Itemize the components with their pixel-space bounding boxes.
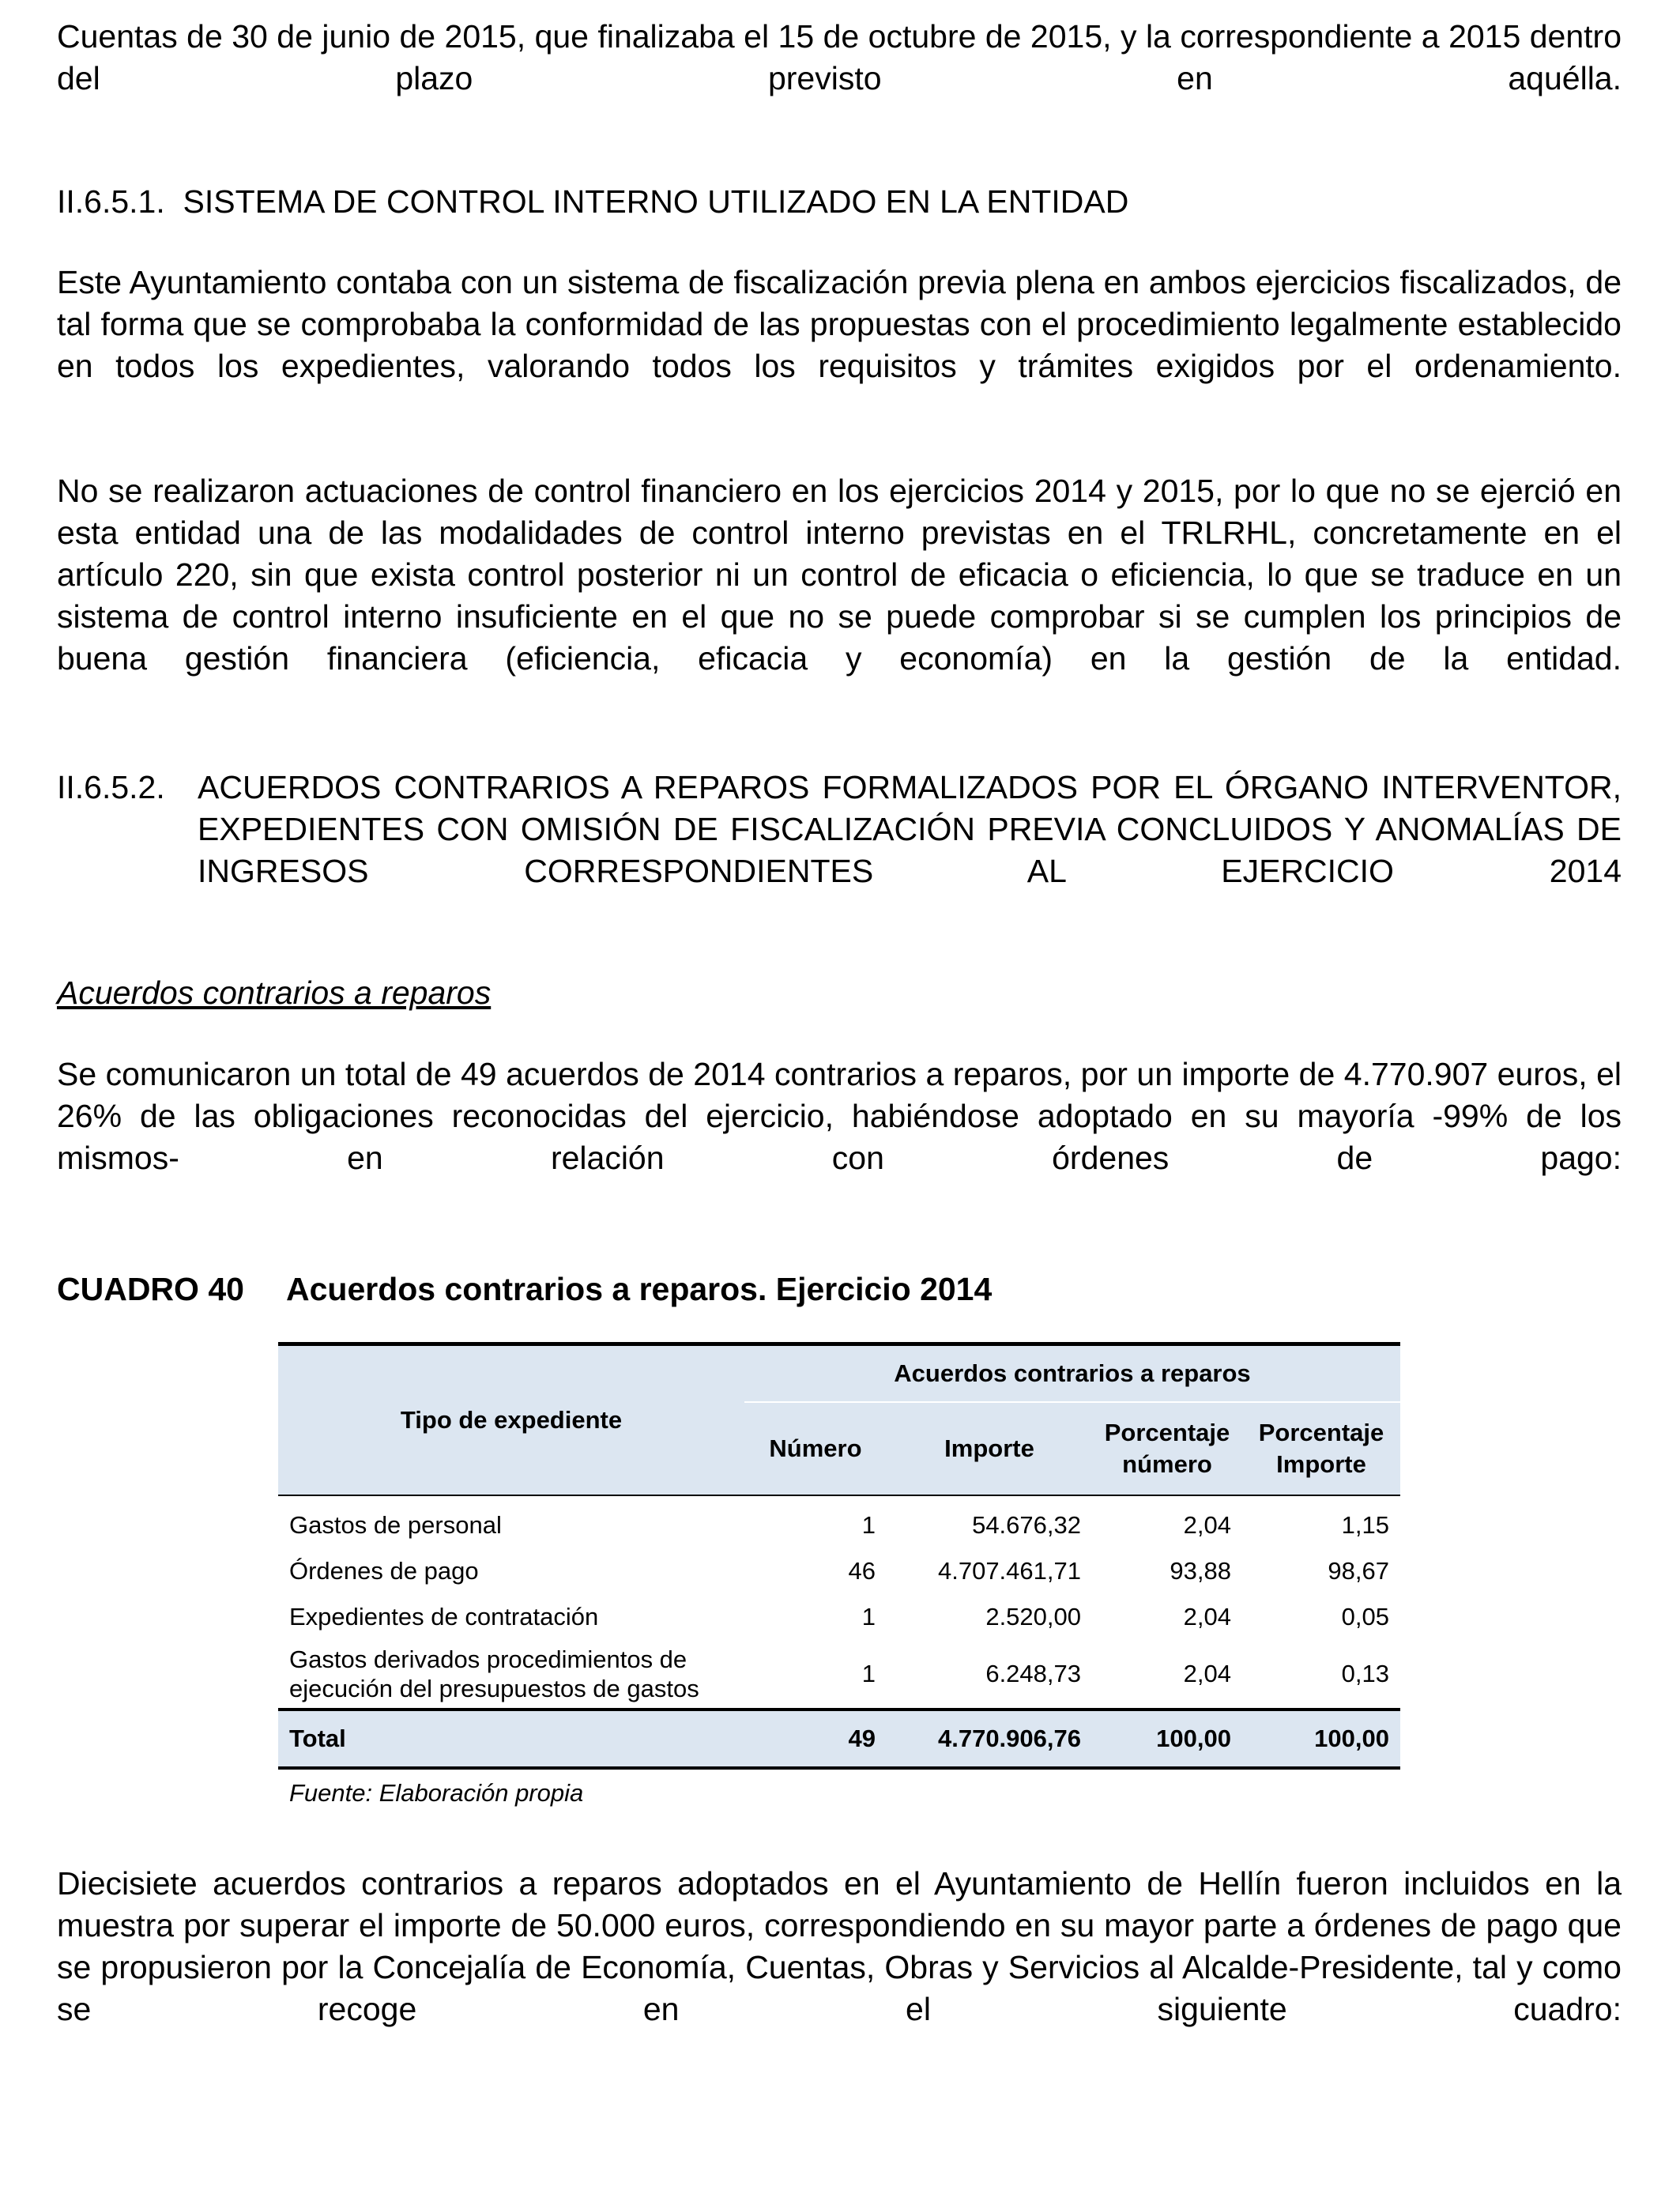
table-row bbox=[278, 1495, 1400, 1548]
cell-pct-numero: 2,04 bbox=[1183, 1603, 1231, 1630]
header-numero: Número bbox=[744, 1402, 887, 1495]
table-number: CUADRO 40 bbox=[57, 1271, 244, 1307]
section-title: ACUERDOS CONTRARIOS A REPAROS FORMALIZADOS POR EL ÓRGANO INTERVENTOR, EXPEDIENTES CON OMISIÓN DE FISCALIZACIÓN PREVIA CONCLUIDOS Y ANOMALÍAS DE INGRESOS CORRESPONDIENTES AL EJERCICIO 2014 bbox=[198, 769, 1622, 889]
header-group: Acuerdos contrarios a reparos bbox=[744, 1344, 1400, 1403]
cell-tipo: Expedientes de contratación bbox=[289, 1603, 599, 1630]
table-caption bbox=[57, 1269, 1622, 1310]
cell-pct-importe: 98,67 bbox=[1328, 1557, 1389, 1585]
cell-pct-importe: 0,05 bbox=[1341, 1603, 1389, 1630]
cell-pct-importe: 1,15 bbox=[1341, 1511, 1389, 1539]
cell-total-label: Total bbox=[278, 1710, 744, 1768]
cell-total-importe: 4.770.906,76 bbox=[887, 1710, 1092, 1768]
table-title: Acuerdos contrarios a reparos. Ejercicio 2014 bbox=[286, 1271, 993, 1307]
subheading-acuerdos: Acuerdos contrarios a reparos bbox=[57, 974, 492, 1011]
cell-numero: 1 bbox=[861, 1603, 876, 1630]
section-number: II.6.5.2. bbox=[57, 769, 165, 805]
table-row bbox=[278, 1548, 1400, 1594]
table-container bbox=[278, 1342, 1400, 1808]
cell-total-pct-numero: 100,00 bbox=[1092, 1710, 1242, 1768]
header-importe: Importe bbox=[887, 1402, 1092, 1495]
table-source: Fuente: Elaboración propia bbox=[289, 1779, 584, 1807]
header-pct-importe: Porcentaje Importe bbox=[1242, 1402, 1400, 1495]
cell-numero: 1 bbox=[861, 1511, 876, 1539]
paragraph-fiscalizacion-previa: Este Ayuntamiento contaba con un sistema de fiscalización previa plena en ambos ejercicios fiscalizados, de tal forma que se comprobaba la conformidad de las propuestas con el procedimiento legalmente establecido en todos los expedientes, valorando todos los requisitos y trámites exigidos por el ordenamiento. bbox=[57, 264, 1622, 384]
cell-importe: 2.520,00 bbox=[985, 1603, 1081, 1630]
cell-pct-importe: 0,13 bbox=[1341, 1660, 1389, 1687]
table-row bbox=[278, 1640, 1400, 1710]
cell-importe: 4.707.461,71 bbox=[937, 1557, 1081, 1585]
paragraph-diecisiete-acuerdos: Diecisiete acuerdos contrarios a reparos adoptados en el Ayuntamiento de Hellín fueron incluidos en la muestra por superar el importe de 50.000 euros, correspondiendo en su mayor parte a órdenes de pago que se propusieron por la Concejalía de Economía, Cuentas, Obras y Servicios al Alcalde-Presidente, tal y como se recoge en el siguiente cuadro: bbox=[57, 1865, 1622, 2027]
table-row bbox=[278, 1594, 1400, 1640]
cell-tipo: Órdenes de pago bbox=[289, 1557, 479, 1585]
section-heading-6-5-1: II.6.5.1. SISTEMA DE CONTROL INTERNO UTILIZADO EN LA ENTIDAD bbox=[57, 183, 1129, 220]
acuerdos-table bbox=[278, 1342, 1400, 1770]
cell-importe: 54.676,32 bbox=[972, 1511, 1081, 1539]
cell-pct-numero: 2,04 bbox=[1183, 1511, 1231, 1539]
document-page bbox=[57, 16, 1622, 2072]
cell-tipo: Gastos de personal bbox=[289, 1511, 502, 1539]
cell-importe: 6.248,73 bbox=[985, 1660, 1081, 1687]
section-heading-6-5-2 bbox=[57, 767, 1622, 934]
table-total-row bbox=[278, 1710, 1400, 1768]
header-tipo: Tipo de expediente bbox=[278, 1344, 744, 1496]
cell-numero: 46 bbox=[848, 1557, 876, 1585]
cell-numero: 1 bbox=[861, 1660, 876, 1687]
cell-pct-numero: 93,88 bbox=[1170, 1557, 1231, 1585]
paragraph-control-financiero: No se realizaron actuaciones de control financiero en los ejercicios 2014 y 2015, por lo que no se ejerció en esta entidad una de las modalidades de control interno previstas en el TRLRHL, concretamente en el artículo 220, sin que exista control posterior ni un control de eficacia o eficiencia, lo que se traduce en un sistema de control interno insuficiente en el que no se puede comprobar si se cumplen los principios de buena gestión financiera (eficiencia, eficacia y economía) en la gestión de la entidad. bbox=[57, 473, 1622, 677]
paragraph-cuentas: Cuentas de 30 de junio de 2015, que finalizaba el 15 de octubre de 2015, y la correspondiente a 2015 dentro del plazo previsto en aquélla. bbox=[57, 18, 1622, 96]
cell-tipo: Gastos derivados procedimientos de ejecución del presupuestos de gastos bbox=[289, 1646, 699, 1702]
cell-total-numero: 49 bbox=[744, 1710, 887, 1768]
cell-pct-numero: 2,04 bbox=[1183, 1660, 1231, 1687]
paragraph-acuerdos-comunicados: Se comunicaron un total de 49 acuerdos de 2014 contrarios a reparos, por un importe de 4.770.907 euros, el 26% de las obligaciones reconocidas del ejercicio, habiéndose adoptado en su mayoría -99% de los mismos- en relación con órdenes de pago: bbox=[57, 1056, 1622, 1176]
header-pct-numero: Porcentaje número bbox=[1092, 1402, 1242, 1495]
cell-total-pct-importe: 100,00 bbox=[1242, 1710, 1400, 1768]
